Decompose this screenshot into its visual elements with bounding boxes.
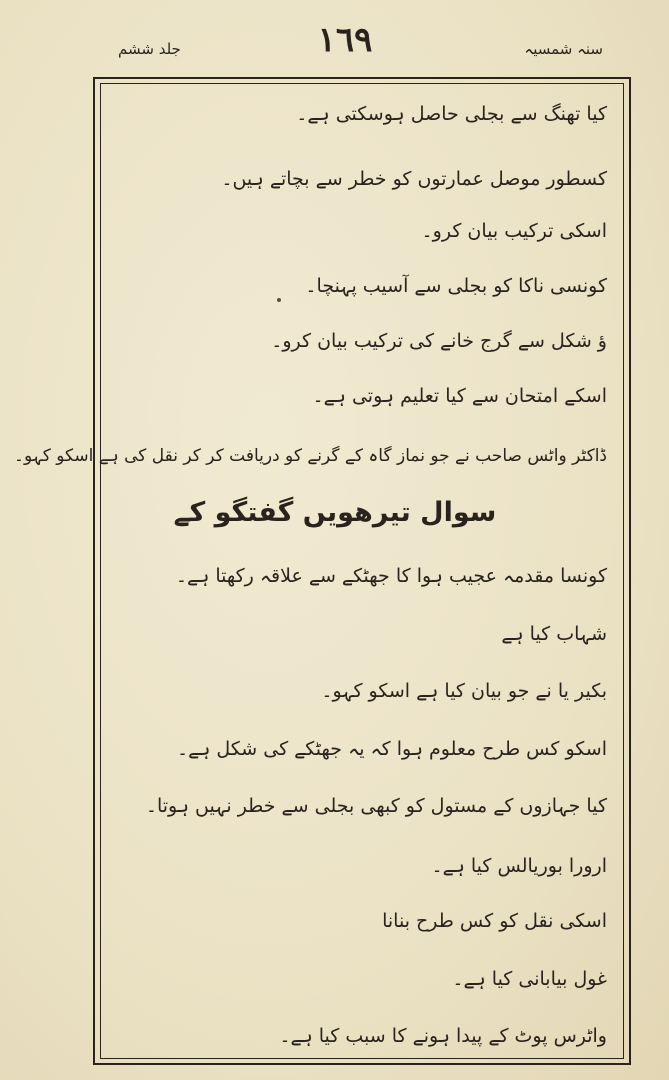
question-line: کیا تھنگ سے بجلی حاصل ہوسکتی ہے۔: [296, 103, 607, 125]
question-line: ڈاکٹر واٹس صاحب نے جو نماز گاہ کے گرنے کو دریافت کر کر نقل کی ہے اسکو کہو۔: [14, 446, 607, 466]
question-line: شہاب کیا ہے: [501, 623, 607, 645]
question-line: اسکی نقل کو کس طرح بنانا: [382, 910, 607, 932]
question-line: کیا جہازوں کے مستول کو کبھی بجلی سے خطر نہیں ہوتا۔: [145, 795, 607, 817]
question-line: کونسا مقدمہ عجیب ہوا کا جھٹکے سے علاقہ رکھتا ہے۔: [175, 565, 607, 587]
question-line: کونسی ناکا کو بجلی سے آسیب پہنچا۔: [305, 275, 607, 297]
question-line: ؤ شکل سے گرج خانے کی ترکیب بیان کرو۔: [271, 330, 607, 352]
question-line: کسطور موصل عمارتوں کو خطر سے بچاتے ہیں۔: [221, 168, 607, 190]
question-line: بکیر یا نے جو بیان کیا ہے اسکو کہو۔: [321, 680, 607, 702]
question-line: غول بیابانی کیا ہے۔: [452, 968, 607, 990]
question-line: اسکو کس طرح معلوم ہوا کہ یہ جھٹکے کی شکل ہے۔: [176, 738, 607, 760]
page-number: ١٦٩: [317, 20, 373, 60]
question-line: ارورا بوریالس کیا ہے۔: [431, 855, 607, 877]
question-line: اسکی ترکیب بیان کرو۔: [421, 220, 607, 242]
section-heading: سوال تیرھویں گفتگو کے: [173, 497, 497, 528]
running-title: سنہ شمسیہ: [524, 40, 603, 58]
ink-spot: [277, 298, 281, 302]
question-line: اسکے امتحان سے کیا تعلیم ہوتی ہے۔: [312, 385, 607, 407]
question-line: واٹرس پوٹ کے پیدا ہونے کا سبب کیا ہے۔: [279, 1025, 607, 1047]
volume-label: جلد ششم: [118, 40, 181, 58]
